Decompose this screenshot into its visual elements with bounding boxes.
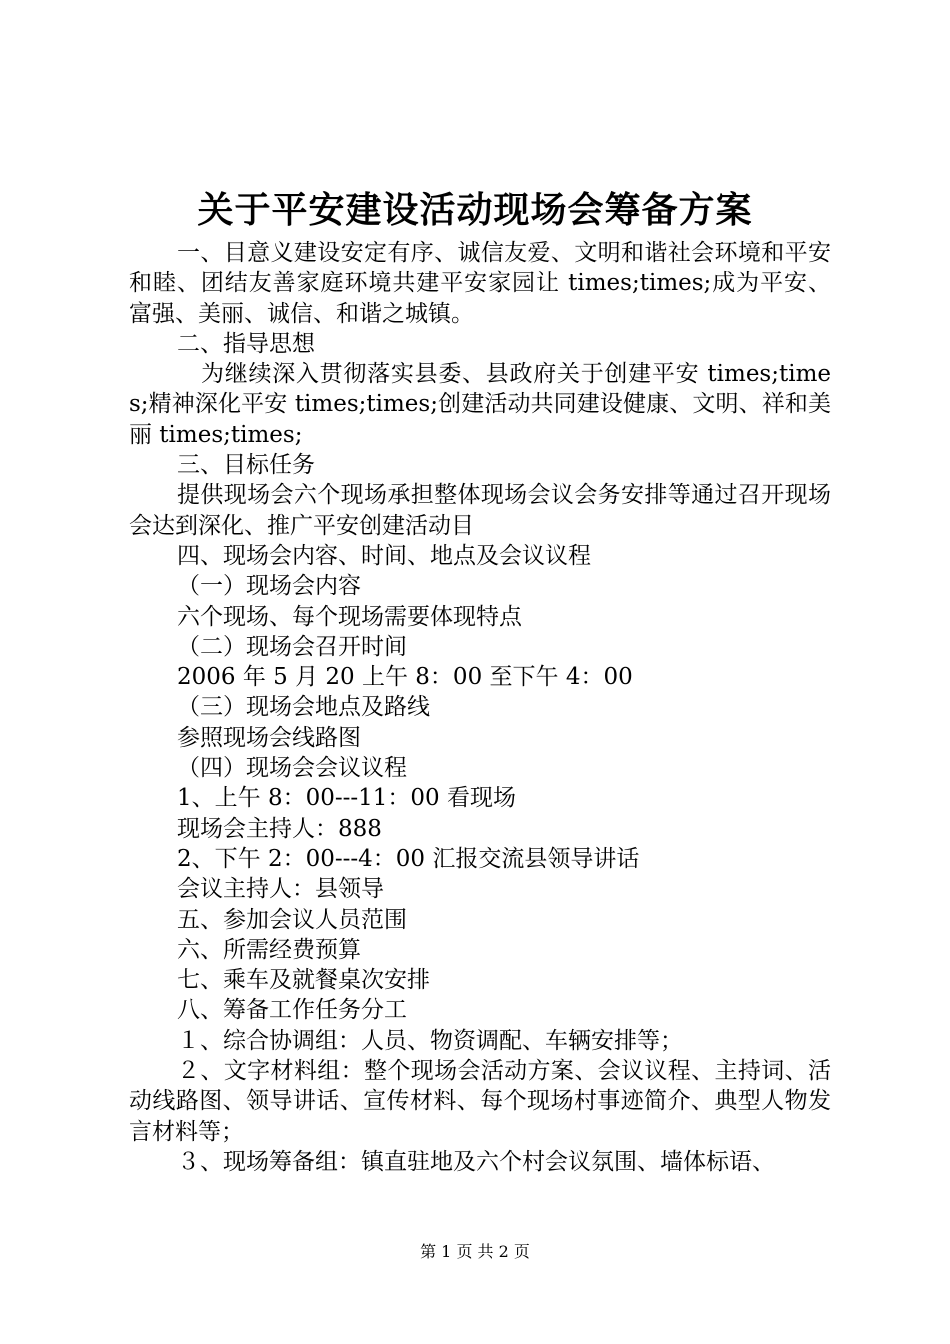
page-footer: 第 1 页 共 2 页 — [420, 1242, 530, 1261]
paragraph-purpose: 一、目意义建设安定有序、诚信友爱、文明和谐社会环境和平安和睦、团结友善家庭环境共建平安家园让 times;times;成为平安、富强、美丽、诚信、和谐之城镇。 — [129, 240, 831, 327]
paragraph-guiding-ideology: 为继续深入贯彻落实县委、县政府关于创建平安 times;times;精神深化平安 times;times;创建活动共同建设健康、文明、祥和美丽 times;times; — [129, 361, 831, 448]
heading-transport-dining: 七、乘车及就餐桌次安排 — [177, 967, 430, 994]
heading-guiding-ideology: 二、指导思想 — [177, 330, 315, 357]
task-site-prep-group: ３、现场筹备组：镇直驻地及六个村会议氛围、墙体标语、 — [177, 1148, 775, 1175]
heading-task-division: 八、筹备工作任务分工 — [177, 997, 407, 1024]
document-body — [129, 238, 831, 1177]
paragraph-goals: 提供现场会六个现场承担整体现场会议会务安排等通过召开现场会达到深化、推广平安创建活动目 — [129, 482, 831, 539]
agenda-item-afternoon: 2、下午 2：00---4：00 汇报交流县领导讲话 — [177, 845, 640, 872]
heading-budget: 六、所需经费预算 — [177, 936, 361, 963]
subheading-time: （二）现场会召开时间 — [177, 633, 407, 660]
agenda-host-morning: 现场会主持人：888 — [177, 815, 382, 842]
paragraph-time: 2006 年 5 月 20 上午 8：00 至下午 4：00 — [177, 664, 633, 691]
heading-attendees: 五、参加会议人员范围 — [177, 906, 407, 933]
subheading-agenda: （四）现场会会议议程 — [177, 755, 407, 782]
heading-goals: 三、目标任务 — [177, 452, 315, 479]
agenda-host-afternoon: 会议主持人：县领导 — [177, 876, 384, 903]
subheading-content: （一）现场会内容 — [177, 573, 361, 600]
paragraph-content: 六个现场、每个现场需要体现特点 — [177, 603, 522, 630]
task-coordination-group: １、综合协调组：人员、物资调配、车辆安排等； — [177, 1027, 683, 1054]
agenda-item-morning: 1、上午 8：00---11：00 看现场 — [177, 785, 517, 812]
task-writing-group: ２、文字材料组：整个现场会活动方案、会议议程、主持词、活动线路图、领导讲话、宣传材料、每个现场村事迹简介、典型人物发言材料等； — [129, 1058, 831, 1145]
subheading-location: （三）现场会地点及路线 — [177, 694, 430, 721]
document-title: 关于平安建设活动现场会筹备方案 — [197, 189, 753, 231]
heading-meeting-content: 四、现场会内容、时间、地点及会议议程 — [177, 542, 591, 569]
paragraph-location: 参照现场会线路图 — [177, 724, 361, 751]
